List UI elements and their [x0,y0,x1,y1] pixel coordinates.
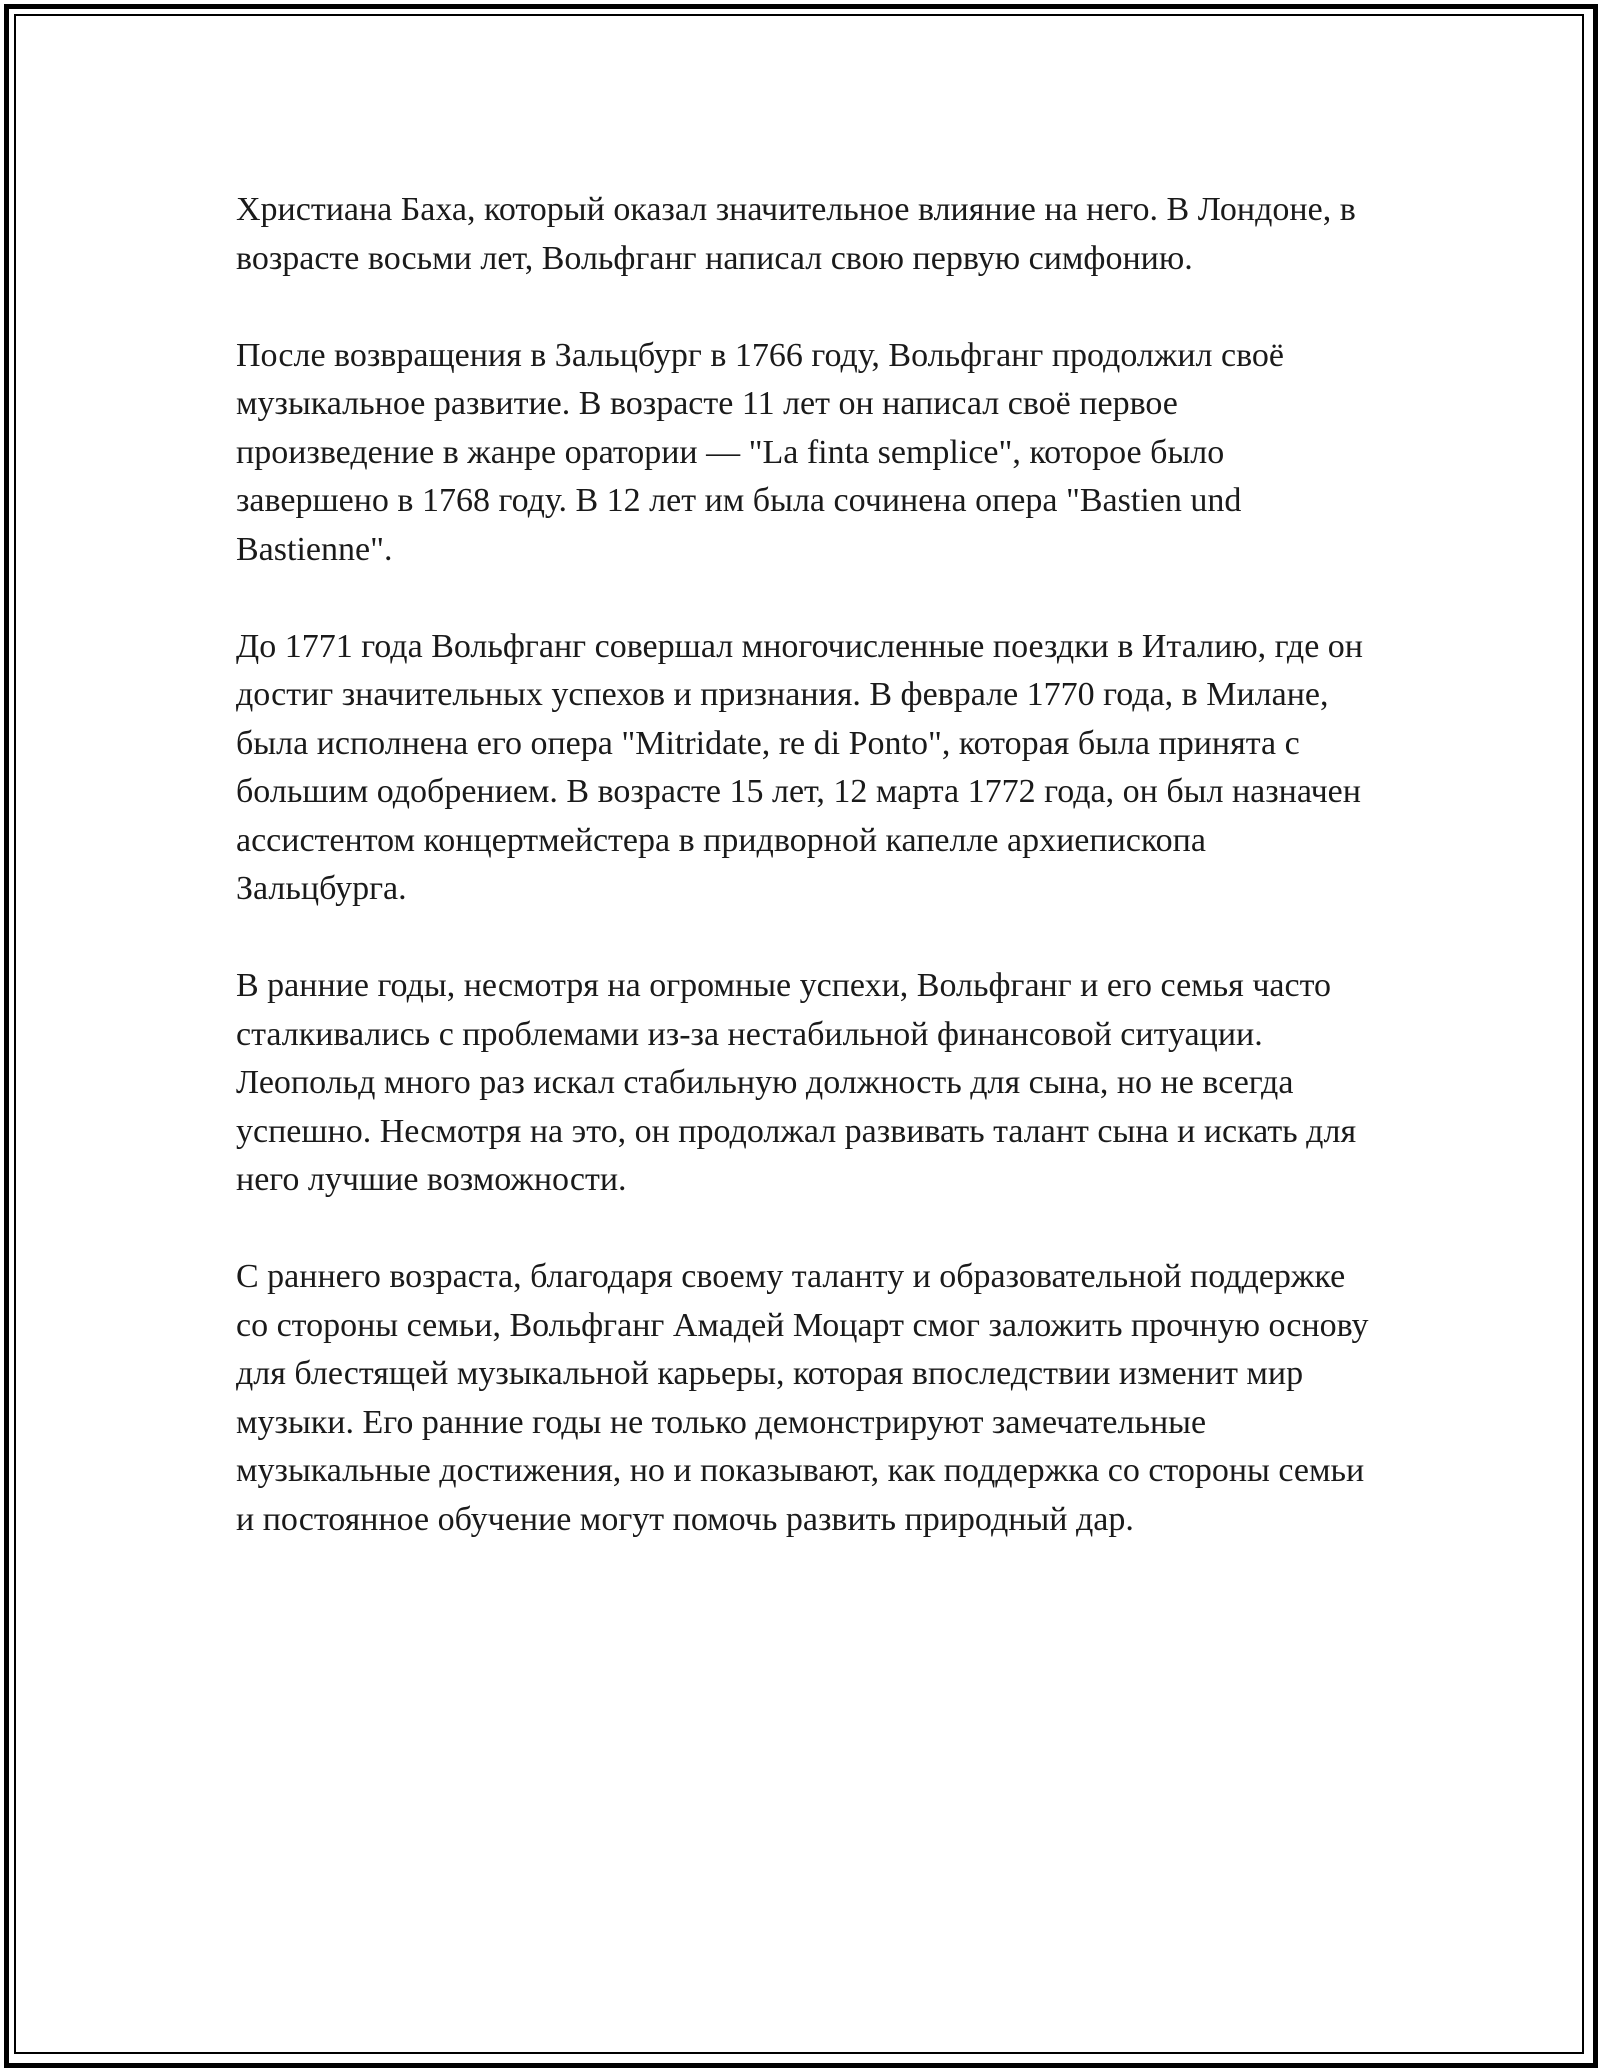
document-body [236,186,1376,1593]
paragraph-3: До 1771 года Вольфганг совершал многочисленные поездки в Италию, где он достиг значительных успехов и признания. В феврале 1770 года, в Милане, была исполнена его опера "Mitridate, re di Ponto", которая была принята с большим одобрением. В возрасте 15 лет, 12 марта 1772 года, он был назначен ассистентом концертмейстера в придворной капелле архиепископа Зальцбурга. [236,627,1363,907]
paragraph-2: После возвращения в Зальцбург в 1766 году, Вольфганг продолжил своё музыкальное развитие. В возрасте 11 лет он написал своё первое произведение в жанре оратории — "La finta semplice", которое было завершено в 1768 году. В 12 лет им была сочинена опера "Bastien und Bastienne". [236,336,1285,568]
paragraph-5: С раннего возраста, благодаря своему таланту и образовательной поддержке со стороны семьи, Вольфганг Амадей Моцарт смог заложить прочную основу для блестящей музыкальной карьеры, которая впоследствии изменит мир музыки. Его ранние годы не только демонстрируют замечательные музыкальные достижения, но и показывают, как поддержка со стороны семьи и постоянное обучение могут помочь развить природный дар. [236,1258,1369,1538]
paragraph-1: Христиана Баха, который оказал значительное влияние на него. В Лондоне, в возрасте восьми лет, Вольфганг написал свою первую симфонию. [236,191,1356,277]
paragraph-4: В ранние годы, несмотря на огромные успехи, Вольфганг и его семья часто сталкивались с проблемами из-за нестабильной финансовой ситуации. Леопольд много раз искал стабильную должность для сына, но не всегда успешно. Несмотря на это, он продолжал развивать талант сына и искать для него лучшие возможности. [236,967,1357,1198]
